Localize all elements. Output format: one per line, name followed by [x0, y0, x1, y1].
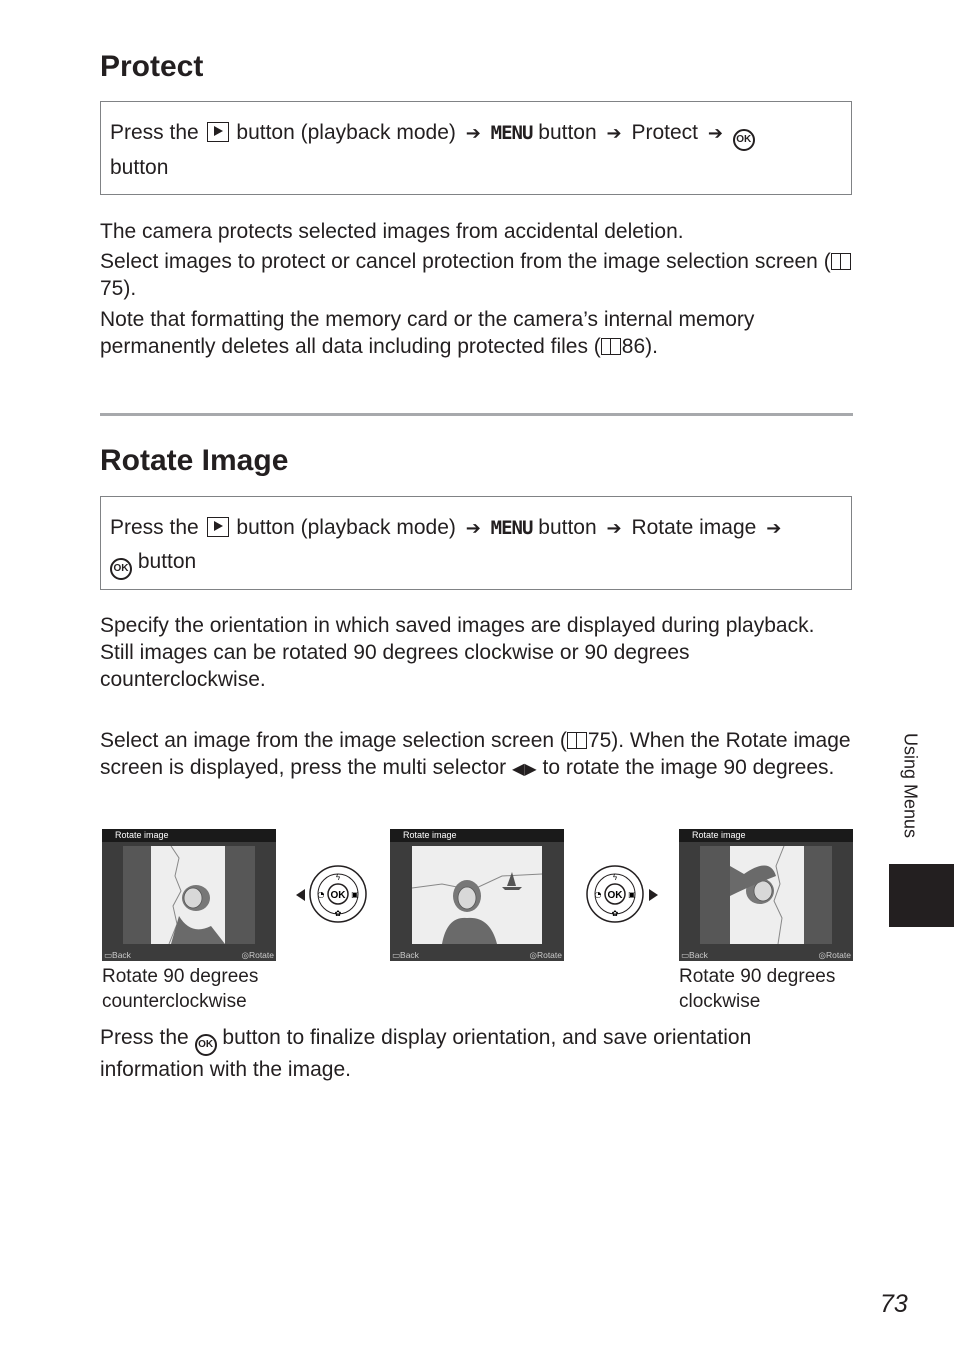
text: Press the: [100, 1026, 189, 1049]
text: The camera protects selected images from accidental deletion.: [100, 220, 684, 243]
screen-title: Rotate image: [102, 829, 276, 842]
arrow-icon: ➔: [606, 123, 622, 143]
page-number: 73: [880, 1290, 908, 1318]
box-text: button (playback mode): [236, 121, 456, 144]
page-reference-icon: [831, 253, 851, 270]
text: 75). When the Rotate image screen is displayed, press the multi selector: [100, 729, 851, 779]
rotate-text: Rotate: [248, 950, 274, 960]
screen-title: Rotate image: [390, 829, 564, 842]
protect-paragraph-3: [100, 306, 800, 360]
playback-button-icon: [207, 517, 229, 537]
left-right-selector-icon: ◀▶: [512, 761, 537, 778]
camera-screen-clockwise: [679, 829, 853, 961]
svg-text:OK: OK: [607, 890, 623, 901]
text: 75).: [100, 277, 137, 300]
camera-screen-counterclockwise: [102, 829, 276, 961]
back-label: ▭Back: [104, 950, 131, 960]
box-text: button: [538, 516, 597, 539]
rotate-label: ◎Rotate: [241, 950, 274, 960]
back-text: Back: [689, 950, 708, 960]
box-text: button (playback mode): [236, 516, 456, 539]
text: 86).: [621, 335, 658, 358]
arrow-icon: ➔: [766, 518, 782, 538]
section-side-label: Using Menus: [900, 732, 921, 839]
rotated-photo: [730, 846, 804, 944]
back-label: ▭Back: [681, 950, 708, 960]
rotate-label: ◎Rotate: [529, 950, 562, 960]
back-text: Back: [112, 950, 131, 960]
rotate-text: Rotate: [825, 950, 851, 960]
svg-text:ϟ: ϟ: [612, 873, 618, 882]
right-arrow-icon: [649, 889, 658, 901]
svg-text:◔: ◔: [317, 890, 325, 899]
text: Select images to protect or cancel protection from the image selection screen (: [100, 250, 831, 273]
screen-footer: [679, 949, 853, 961]
ok-button-icon: OK: [110, 558, 132, 580]
protect-paragraph-1: [100, 218, 860, 245]
menu-button-icon: MENU: [490, 122, 533, 144]
section-thumb-tab: [889, 864, 954, 927]
svg-text:✿: ✿: [611, 909, 619, 918]
text: to rotate the image 90 degrees.: [542, 756, 835, 779]
text: Note that formatting the memory card or the camera’s internal memory permanently deletes all data including protected files (: [100, 308, 755, 358]
back-label: ▭Back: [392, 950, 419, 960]
svg-text:✿: ✿: [334, 909, 342, 918]
screen-title: Rotate image: [679, 829, 853, 842]
rotated-photo: [151, 846, 225, 944]
rotate-paragraph-2: [100, 727, 852, 783]
arrow-icon: ➔: [465, 518, 481, 538]
svg-text:◔: ◔: [594, 890, 602, 899]
caption-counterclockwise: Rotate 90 degrees counterclockwise: [102, 966, 259, 1012]
multi-selector-left-icon: [308, 864, 368, 924]
ok-button-icon: OK: [195, 1034, 217, 1056]
text: Specify the orientation in which saved images are displayed during playback. Still images can be rotated 90 degrees clockwise or 90 degrees counterclockwise.: [100, 614, 815, 691]
arrow-icon: ➔: [707, 123, 723, 143]
playback-button-icon: [207, 122, 229, 142]
screen-footer: [102, 949, 276, 961]
text: Select an image from the image selection screen (: [100, 729, 567, 752]
rotate-procedure-box: [100, 496, 852, 590]
svg-text:ϟ: ϟ: [335, 873, 341, 882]
arrow-icon: ➔: [465, 123, 481, 143]
protect-procedure-box: [100, 101, 852, 195]
box-text: button: [110, 156, 169, 179]
box-text: Press the: [110, 516, 199, 539]
camera-screen-original: [390, 829, 564, 961]
protect-heading: Protect: [100, 50, 204, 83]
back-text: Back: [400, 950, 419, 960]
svg-text:▣: ▣: [628, 890, 636, 899]
original-photo: [412, 846, 542, 944]
section-divider: [100, 413, 853, 416]
menu-button-icon: MENU: [490, 517, 533, 539]
page-reference-icon: [567, 732, 587, 749]
box-text: button: [538, 121, 597, 144]
box-text: Protect: [631, 121, 698, 144]
rotate-paragraph-1: [100, 612, 845, 693]
rotate-image-heading: Rotate Image: [100, 444, 289, 477]
left-arrow-icon: [296, 889, 305, 901]
box-text: Press the: [110, 121, 199, 144]
screen-footer: [390, 949, 564, 961]
box-text: button: [137, 550, 197, 573]
ok-button-icon: OK: [733, 129, 755, 151]
rotate-label: ◎Rotate: [818, 950, 851, 960]
text: button to finalize display orientation, and save orientation information with the image.: [100, 1026, 752, 1081]
rotate-paragraph-3: [100, 1024, 800, 1083]
rotate-text: Rotate: [536, 950, 562, 960]
svg-text:OK: OK: [330, 890, 346, 901]
page-reference-icon: [601, 338, 621, 355]
box-text: Rotate image: [631, 516, 757, 539]
arrow-icon: ➔: [606, 518, 622, 538]
caption-clockwise: Rotate 90 degrees clockwise: [679, 966, 836, 1012]
svg-text:▣: ▣: [351, 890, 359, 899]
protect-paragraph-2: [100, 248, 852, 302]
multi-selector-right-icon: [585, 864, 645, 924]
